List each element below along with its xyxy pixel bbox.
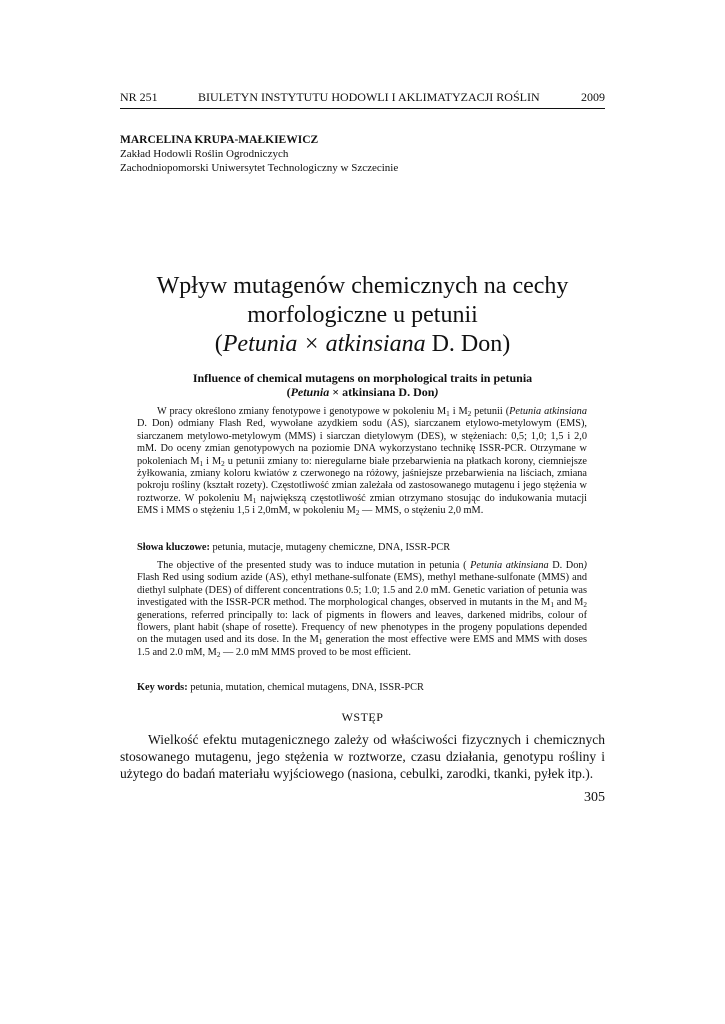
abstract-english: The objective of the presented study was to induce mutation in petunia ( Petunia atkinsiana D. Don) Flash Red using sodium azide (AS), ethyl methane-sulfonate (EMS), methyl methane-sulfonate (MMS) and diethyl sulphate (DES) of different concentrations 0.5; 1.0; 1.5 and 2.0 mM. Genetic variation of petunia was investigated with the ISSR-PCR method. The morphological changes, observed in mutants in the $M_1$ and $M_2$ generations, referred principally to: lack of pigments in flowers and leaves, darkened midribs, colour of flowers, plant habit (shape of rosette). Frequency of new phenotypes in the progeny populations depended on the mutagen used and its dose. In the $M_1$ generation the most effective were EMS and MMS with doses 1.5 and 2.0 mM, $M_2$ — 2.0 mM MMS proved to be most efficient. [137, 560, 588, 659]
author-block [120, 133, 605, 175]
keywords-english: Key words: petunia, mutation, chemical mutagens, DNA, ISSR-PCR [137, 682, 424, 693]
keywords-label: Key words: [137, 682, 188, 693]
paper-title [120, 272, 605, 359]
section-heading: WSTĘP [341, 710, 384, 724]
journal-name: BIULETYN INSTYTUTU HODOWLI I AKLIMATYZACJI ROŚLIN [198, 90, 540, 104]
author-name: MARCELINA KRUPA-MAŁKIEWICZ [120, 134, 319, 146]
author-department: Zakład Hodowli Roślin Ogrodniczych [120, 148, 289, 160]
english-title-line-1: Influence of chemical mutagens on morphological traits in petunia [192, 371, 533, 385]
abstract-polish: W pracy określono zmiany fenotypowe i genotypowe w pokoleniu $M_1$ i $M_2$ petunii (Petunia atkinsiana D. Don) odmiany Flash Red, wywołane azydkiem sodu (AS), siarczanem etylowo-metylowym (EMS), siarczanem metylowo-metylowym (MMS) i siarczan dietylowym (DES), w stężeniach: 0,5; 1,0; 1,5 i 2,0 mM. Do oceny zmian genotypowych na poziomie DNA wykorzystano technikę ISSR-PCR. Otrzymane w pokoleniach $M_1$ i $M_2$ u petunii zmiany to: nieregularne białe przebarwienia na płatkach korony, ciemniejsze żyłkowania, zmiany koloru kwiatów z czerwonego na różowy, jaśniejsze przebarwienia na liściach, zmiana pokroju rośliny (kształt rozety). Częstotliwość zmian zależała od zastosowanego mutagenu i jego stężenia w roztworze. W pokoleniu $M_1$ największą częstotliwość zmian otrzymano stosując do indukowania mutacji EMS i MMS o stężeniu 1,5 i 2,0mM, w pokoleniu $M_2$ — MMS, o stężeniu 2,0 mM. [137, 406, 587, 518]
body-paragraph: Wielkość efektu mutagenicznego zależy od właściwości fizycznych i chemicznych stosowanego mutagenu, jego stężenia w roztworze, czasu działania, genotypu rośliny i użytego do badań materiału wyjściowego (nasiona, cebulki, zarodki, tkanki, pyłek itp.). [120, 732, 605, 781]
keywords-label: Słowa kluczowe: [137, 542, 210, 553]
publication-year: 2009 [581, 90, 605, 104]
english-title-species: Petunia [290, 385, 330, 399]
title-line-3: (Petunia × atkinsiana D. Don) [214, 331, 511, 357]
page-number: 305 [584, 790, 605, 805]
keywords-polish: Słowa kluczowe: petunia, mutacje, mutageny chemiczne, DNA, ISSR-PCR [137, 542, 451, 553]
title-species: Petunia × atkinsiana [222, 331, 426, 357]
running-header [120, 90, 605, 109]
english-title-line-2: (Petunia × atkinsiana D. Don) [286, 385, 439, 399]
author-university: Zachodniopomorski Uniwersytet Technologiczny w Szczecinie [120, 162, 399, 174]
title-line-1: Wpływ mutagenów chemicznych na cechy [156, 273, 569, 299]
english-title [120, 371, 605, 399]
title-line-2: morfologiczne u petunii [247, 302, 478, 328]
issue-number: NR 251 [120, 90, 158, 104]
